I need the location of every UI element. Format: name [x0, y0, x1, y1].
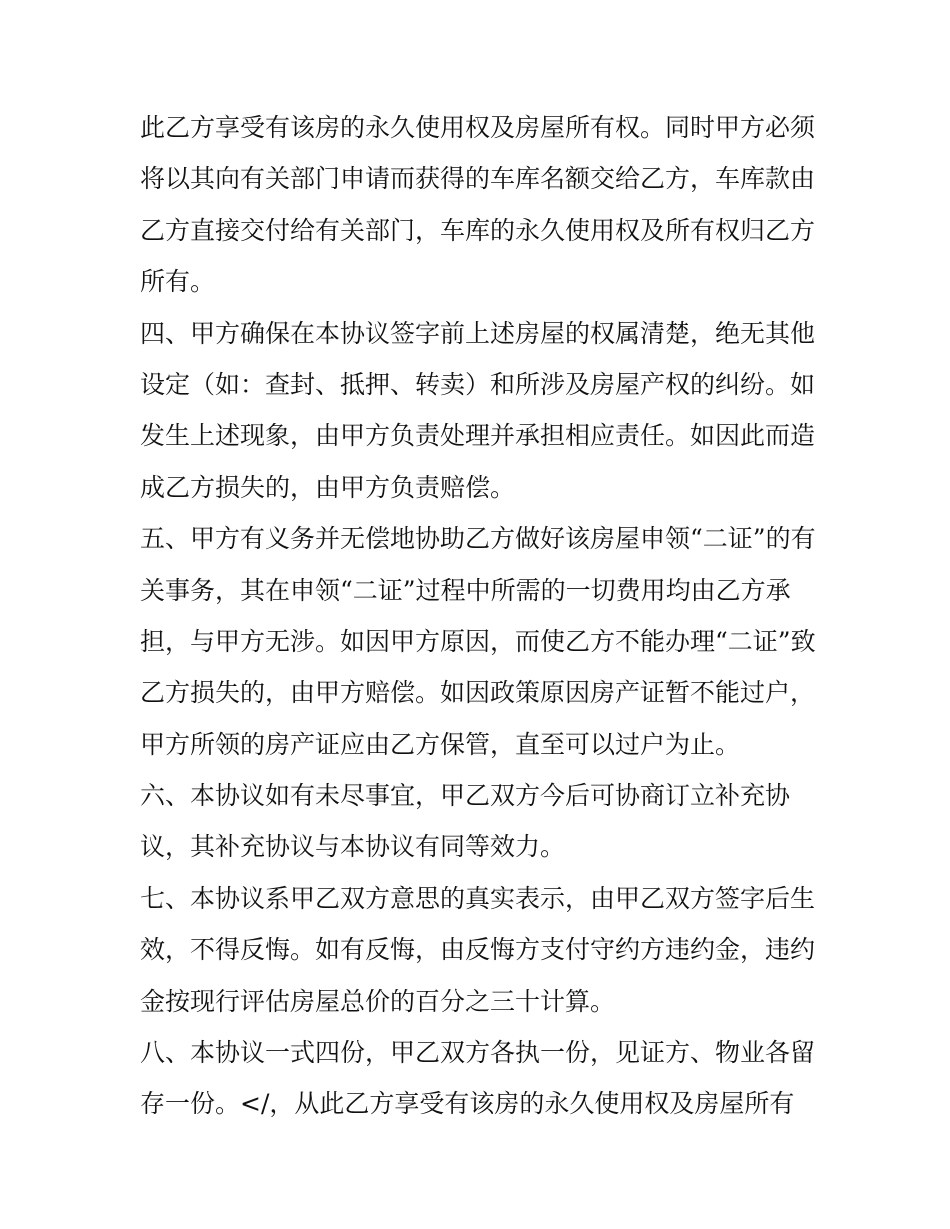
- clause-4-line: 设定（如：查封、抵押、转卖）和所涉及房屋产权的纠纷。如: [140, 369, 816, 399]
- text-line: 此乙方享受有该房的永久使用权及房屋所有权。同时甲方必须: [140, 113, 816, 142]
- clause-5-line: 乙方损失的，由甲方赔偿。如因政策原因房产证暂不能过户，: [140, 678, 816, 708]
- clause-5-line: 甲方所领的房产证应由乙方保管，直至可以过户为止。: [140, 729, 741, 759]
- text-line: 乙方直接交付给有关部门，车库的永久使用权及所有权归乙方: [140, 215, 816, 245]
- clause-8-line: 存一份。</，从此乙方享受有该房的永久使用权及房屋所有: [140, 1089, 795, 1119]
- clause-5-line: 担，与甲方无涉。如因甲方原因，而使乙方不能办理“二证”致: [140, 626, 816, 656]
- clause-8-line: 八、本协议一式四份，甲乙双方各执一份，见证方、物业各留: [140, 1038, 816, 1068]
- clause-6-line: 议，其补充协议与本协议有同等效力。: [140, 832, 566, 862]
- clause-4-line: 四、甲方确保在本协议签字前上述房屋的权属清楚，绝无其他: [140, 318, 816, 348]
- clause-5-line: 五、甲方有义务并无偿地协助乙方做好该房屋申领“二证”的有: [140, 524, 816, 554]
- clause-5-line: 关事务，其在申领“二证”过程中所需的一切费用均由乙方承: [140, 575, 791, 605]
- clause-7-line: 效，不得反悔。如有反悔，由反悔方支付守约方违约金，违约: [140, 935, 816, 965]
- clause-4-line: 成乙方损失的，由甲方负责赔偿。: [140, 472, 516, 502]
- contract-text: [140, 102, 820, 1130]
- clause-6-line: 六、本协议如有未尽事宜，甲乙双方今后可协商订立补充协: [140, 781, 791, 811]
- clause-4-line: 发生上述现象，由甲方负责处理并承担相应责任。如因此而造: [140, 421, 816, 451]
- clause-7-line: 七、本协议系甲乙双方意思的真实表示，由甲乙双方签字后生: [140, 883, 816, 913]
- text-line: 将以其向有关部门申请而获得的车库名额交给乙方，车库款由: [140, 164, 816, 194]
- text-line: 所有。: [140, 267, 216, 297]
- clause-7-line: 金按现行评估房屋总价的百分之三十计算。: [140, 986, 616, 1016]
